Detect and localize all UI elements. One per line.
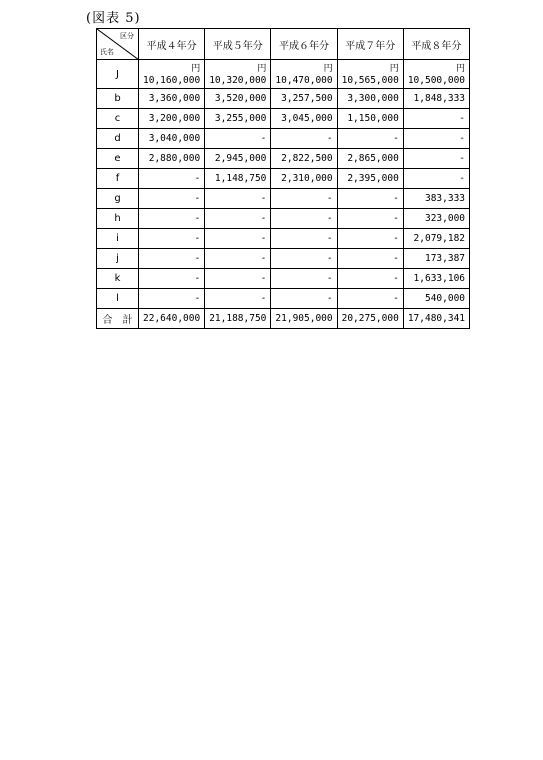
cell-value: 10,500,000 <box>407 75 466 86</box>
value-cell: - <box>139 269 205 289</box>
value-cell: 2,310,000 <box>271 169 337 189</box>
corner-top-label: 区分 <box>120 32 134 40</box>
total-row <box>97 309 470 329</box>
value-cell: - <box>337 129 403 149</box>
value-cell: - <box>271 129 337 149</box>
value-cell: - <box>205 269 271 289</box>
value-cell: - <box>205 249 271 269</box>
value-cell: - <box>337 269 403 289</box>
value-cell <box>337 60 403 89</box>
unit-label: 円 <box>323 64 333 74</box>
row-name: b <box>97 89 139 109</box>
value-cell: 3,360,000 <box>139 89 205 109</box>
value-cell: - <box>337 289 403 309</box>
value-cell: 173,387 <box>403 249 469 269</box>
value-cell <box>403 60 469 89</box>
unit-label: 円 <box>191 64 201 74</box>
row-name: j <box>97 249 139 269</box>
value-cell: 540,000 <box>403 289 469 309</box>
value-cell: - <box>403 129 469 149</box>
unit-label: 円 <box>257 64 267 74</box>
value-cell: 3,255,000 <box>205 109 271 129</box>
table-row <box>97 149 470 169</box>
table-row <box>97 269 470 289</box>
row-name: e <box>97 149 139 169</box>
corner-bottom-label: 氏名 <box>100 48 114 56</box>
value-cell: 2,822,500 <box>271 149 337 169</box>
row-name: f <box>97 169 139 189</box>
row-name: h <box>97 209 139 229</box>
value-cell: - <box>139 169 205 189</box>
value-cell: - <box>139 249 205 269</box>
value-cell: - <box>139 229 205 249</box>
year-header: 平成７年分 <box>337 29 403 60</box>
value-cell: 1,848,333 <box>403 89 469 109</box>
figure-title: (図表 5) <box>86 11 141 26</box>
total-label: 合 計 <box>97 309 139 329</box>
table-row <box>97 89 470 109</box>
value-cell: - <box>139 289 205 309</box>
year-header: 平成４年分 <box>139 29 205 60</box>
value-cell: - <box>271 209 337 229</box>
value-cell: - <box>271 289 337 309</box>
value-cell <box>139 60 205 89</box>
value-cell: 2,865,000 <box>337 149 403 169</box>
year-header: 平成６年分 <box>271 29 337 60</box>
table-row <box>97 169 470 189</box>
total-cell: 20,275,000 <box>337 309 403 329</box>
value-cell: - <box>271 249 337 269</box>
total-cell: 21,905,000 <box>271 309 337 329</box>
table-row <box>97 289 470 309</box>
value-cell: 2,395,000 <box>337 169 403 189</box>
value-cell: - <box>271 269 337 289</box>
value-cell: - <box>139 189 205 209</box>
data-table <box>96 28 470 329</box>
value-cell: - <box>337 229 403 249</box>
cell-value: 10,470,000 <box>275 75 333 86</box>
row-name: i <box>97 229 139 249</box>
table-row <box>97 109 470 129</box>
value-cell: 1,150,000 <box>337 109 403 129</box>
table-row <box>97 189 470 209</box>
row-name: k <box>97 269 139 289</box>
value-cell: - <box>337 189 403 209</box>
value-cell: 2,880,000 <box>139 149 205 169</box>
value-cell: 3,520,000 <box>205 89 271 109</box>
value-cell: - <box>337 209 403 229</box>
table-row <box>97 209 470 229</box>
value-cell: 3,040,000 <box>139 129 205 149</box>
value-cell: 323,000 <box>403 209 469 229</box>
value-cell: - <box>205 289 271 309</box>
value-cell: - <box>205 189 271 209</box>
row-name: J <box>97 60 139 89</box>
value-cell <box>271 60 337 89</box>
value-cell: - <box>403 169 469 189</box>
header-row <box>97 29 470 60</box>
value-cell: - <box>271 229 337 249</box>
cell-value: 10,160,000 <box>143 75 201 86</box>
unit-label: 円 <box>389 64 399 74</box>
row-name: l <box>97 289 139 309</box>
corner-cell <box>97 29 139 60</box>
cell-value: 10,565,000 <box>341 75 399 86</box>
year-header: 平成８年分 <box>403 29 469 60</box>
value-cell: - <box>403 149 469 169</box>
value-cell: - <box>205 129 271 149</box>
value-cell: - <box>205 209 271 229</box>
value-cell <box>205 60 271 89</box>
total-cell: 17,480,341 <box>403 309 469 329</box>
value-cell: 3,200,000 <box>139 109 205 129</box>
value-cell: 2,079,182 <box>403 229 469 249</box>
value-cell: - <box>205 229 271 249</box>
row-name: d <box>97 129 139 149</box>
unit-label: 円 <box>456 64 466 74</box>
value-cell: 3,300,000 <box>337 89 403 109</box>
year-header: 平成５年分 <box>205 29 271 60</box>
row-name: c <box>97 109 139 129</box>
value-cell: - <box>403 109 469 129</box>
value-cell: - <box>139 209 205 229</box>
value-cell: 2,945,000 <box>205 149 271 169</box>
value-cell: - <box>271 189 337 209</box>
value-cell: 1,633,106 <box>403 269 469 289</box>
table-row <box>97 60 470 89</box>
value-cell: - <box>337 249 403 269</box>
value-cell: 3,045,000 <box>271 109 337 129</box>
cell-value: 10,320,000 <box>209 75 267 86</box>
table-row <box>97 249 470 269</box>
value-cell: 1,148,750 <box>205 169 271 189</box>
table-row <box>97 229 470 249</box>
total-cell: 22,640,000 <box>139 309 205 329</box>
table-row <box>97 129 470 149</box>
total-cell: 21,188,750 <box>205 309 271 329</box>
value-cell: 383,333 <box>403 189 469 209</box>
value-cell: 3,257,500 <box>271 89 337 109</box>
row-name: g <box>97 189 139 209</box>
